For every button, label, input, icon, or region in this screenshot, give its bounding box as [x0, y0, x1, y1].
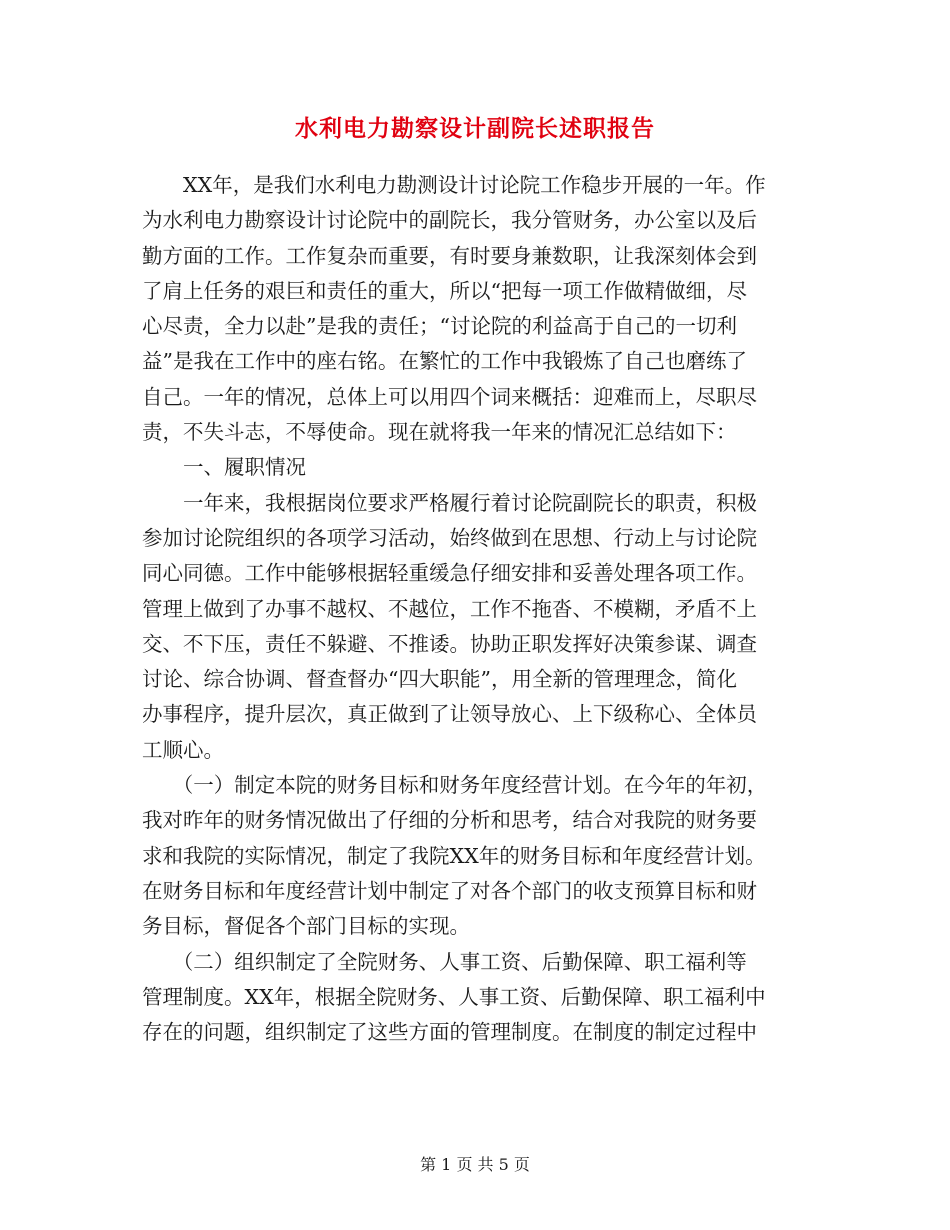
body-line: XX年，是我们水利电力勘测设计讨论院工作稳步开展的一年。作 [142, 173, 766, 197]
body-line: 管理制度。XX年，根据全院财务、人事工资、后勤保障、职工福利中 [142, 984, 766, 1009]
body-line: （二）组织制定了全院财务、人事工资、后勤保障、职工福利等 [142, 949, 747, 974]
body-line: 管理上做到了办事不越权、不越位，工作不拖沓、不模糊，矛盾不上 [142, 596, 757, 621]
document-body [142, 168, 810, 1050]
body-line: 为水利电力勘察设计讨论院中的副院长，我分管财务，办公室以及后 [142, 208, 757, 233]
document-title: 水利电力勘察设计副院长述职报告 [295, 115, 655, 142]
body-line: 益”是我在工作中的座右铭。在繁忙的工作中我锻炼了自己也磨练了 [142, 349, 747, 374]
section-heading: 一、履职情况 [142, 455, 306, 480]
body-line: （一）制定本院的财务目标和财务年度经营计划。在今年的年初， [142, 773, 768, 798]
body-line: 同心同德。工作中能够根据轻重缓急仔细安排和妥善处理各项工作。 [142, 561, 757, 586]
body-line: 责，不失斗志，不辱使命。现在就将我一年来的情况汇总结如下： [142, 420, 737, 445]
body-line: 存在的问题，组织制定了这些方面的管理制度。在制度的制定过程中 [142, 1020, 757, 1045]
body-line: 参加讨论院组织的各项学习活动，始终做到在思想、行动上与讨论院 [142, 525, 757, 550]
body-line: 工顺心。 [142, 737, 224, 762]
body-line: 求和我院的实际情况，制定了我院XX年的财务目标和年度经营计划。 [142, 843, 766, 868]
page-footer: 第 1 页 共 5 页 [420, 1155, 530, 1174]
body-line: 办事程序，提升层次，真正做到了让领导放心、上下级称心、全体员 [142, 702, 757, 727]
body-line: 自己。一年的情况，总体上可以用四个词来概括：迎难而上，尽职尽 [142, 384, 757, 409]
body-line: 务目标，督促各个部门目标的实现。 [142, 914, 470, 939]
body-line: 讨论、综合协调、督查督办“四大职能”，用全新的管理理念，简化 [142, 667, 737, 692]
body-line: 心尽责，全力以赴”是我的责任；“讨论院的利益高于自己的一切利 [142, 314, 737, 339]
body-line: 了肩上任务的艰巨和责任的重大，所以“把每一项工作做精做细，尽 [142, 278, 747, 303]
body-line: 我对昨年的财务情况做出了仔细的分析和思考，结合对我院的财务要 [142, 808, 757, 833]
body-line: 交、不下压，责任不躲避、不推诿。协助正职发挥好决策参谋、调查 [142, 631, 757, 656]
body-line: 一年来，我根据岗位要求严格履行着讨论院副院长的职责，积极 [142, 490, 757, 515]
body-line: 在财务目标和年度经营计划中制定了对各个部门的收支预算目标和财 [142, 878, 757, 903]
body-line: 勤方面的工作。工作复杂而重要，有时要身兼数职，让我深刻体会到 [142, 243, 757, 268]
